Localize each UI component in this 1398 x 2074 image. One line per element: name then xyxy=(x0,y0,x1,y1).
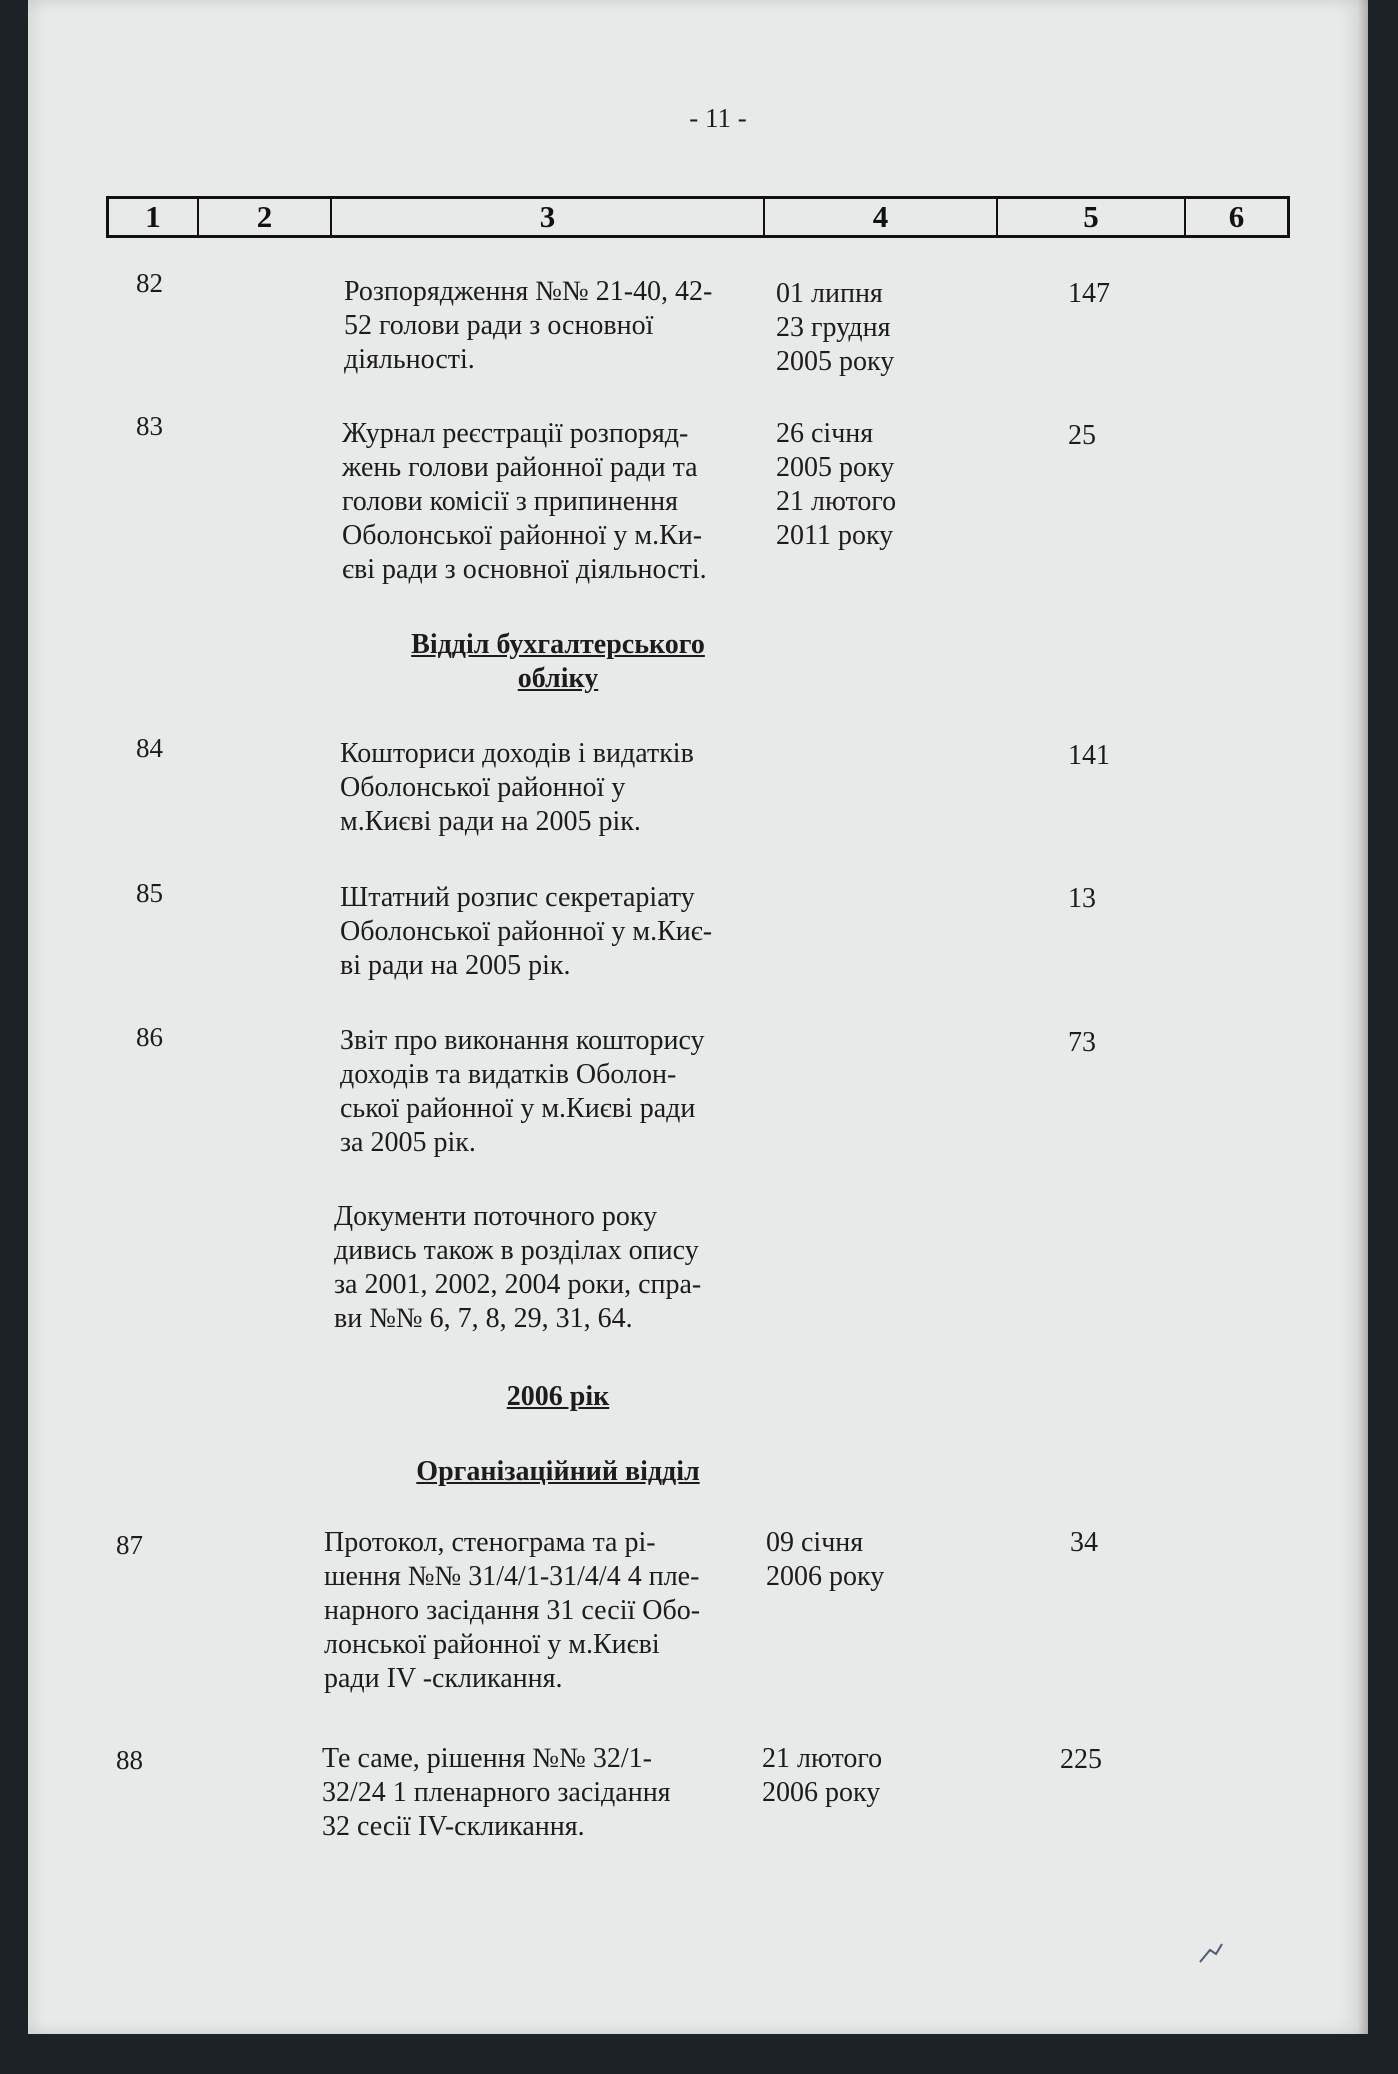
page-number: - 11 - xyxy=(689,103,747,133)
entry-description: Звіт про виконання кошторису доходів та видатків Оболон- ської районної у м.Києві ради за 2005 рік. xyxy=(340,1025,705,1158)
column-header-3: 3 xyxy=(332,199,765,235)
entry-description: Розпорядження №№ 21-40, 42- 52 голови ради з основної діяльності. xyxy=(344,276,713,375)
column-header-6: 6 xyxy=(1228,199,1245,234)
section-heading-accounting: Відділ бухгалтерського обліку xyxy=(411,629,705,694)
column-header-table xyxy=(106,196,1290,238)
entry-description: Те саме, рішення №№ 32/1- 32/24 1 пленарного засідання 32 сесії IV-скликання. xyxy=(322,1743,671,1842)
page-edge-shadow xyxy=(1358,0,1368,2034)
ink-mark-icon xyxy=(1196,1940,1226,1970)
entry-number: 86 xyxy=(136,1022,163,1052)
entry-sheet-count: 141 xyxy=(1068,740,1110,771)
entry-number: 84 xyxy=(136,733,163,763)
entry-number: 83 xyxy=(136,411,163,441)
entry-description: Кошториси доходів і видатків Оболонської районної у м.Києві ради на 2005 рік. xyxy=(340,738,694,837)
section-heading-organizational: Організаційний відділ xyxy=(416,1456,700,1487)
document-page xyxy=(28,0,1368,2034)
column-header-1: 1 xyxy=(109,199,199,235)
entry-date: 01 липня 23 грудня 2005 року xyxy=(776,278,895,377)
entry-date: 21 лютого 2006 року xyxy=(762,1743,883,1808)
entry-date: 26 січня 2005 року 21 лютого 2011 року xyxy=(776,418,897,551)
entry-description: Штатний розпис секретаріату Оболонської районної у м.Киє- ві ради на 2005 рік. xyxy=(340,882,713,981)
entry-description: Журнал реєстрації розпоряд- жень голови районної ради та голови комісії з припинення Оболонської районної у м.Ки- єві ради з основної діяльності. xyxy=(342,418,707,585)
entry-sheet-count: 225 xyxy=(1060,1744,1102,1775)
column-header-2: 2 xyxy=(199,199,332,235)
column-header-4: 4 xyxy=(765,199,998,235)
entry-sheet-count: 13 xyxy=(1068,883,1096,914)
entry-date: 09 січня 2006 року xyxy=(766,1527,885,1592)
entry-number: 82 xyxy=(136,268,163,298)
section-heading-year: 2006 рік xyxy=(506,1381,610,1412)
entry-description: Протокол, стенограма та рі- шення №№ 31/4/1-31/4/4 4 пле- нарного засідання 31 сесії Обо- лонської районної у м.Києві ради IV -скликання. xyxy=(324,1527,701,1694)
entry-number: 85 xyxy=(136,878,163,908)
cross-reference-note: Документи поточного року дивись також в розділах опису за 2001, 2002, 2004 роки, спра- ви №№ 6, 7, 8, 29, 31, 64. xyxy=(334,1201,702,1334)
entry-number: 87 xyxy=(116,1530,143,1560)
entry-sheet-count: 73 xyxy=(1068,1027,1096,1058)
entry-number: 88 xyxy=(116,1745,143,1775)
entry-sheet-count: 34 xyxy=(1070,1527,1098,1558)
entry-sheet-count: 25 xyxy=(1068,420,1096,451)
entry-sheet-count: 147 xyxy=(1068,278,1110,309)
column-header-5: 5 xyxy=(998,199,1186,235)
